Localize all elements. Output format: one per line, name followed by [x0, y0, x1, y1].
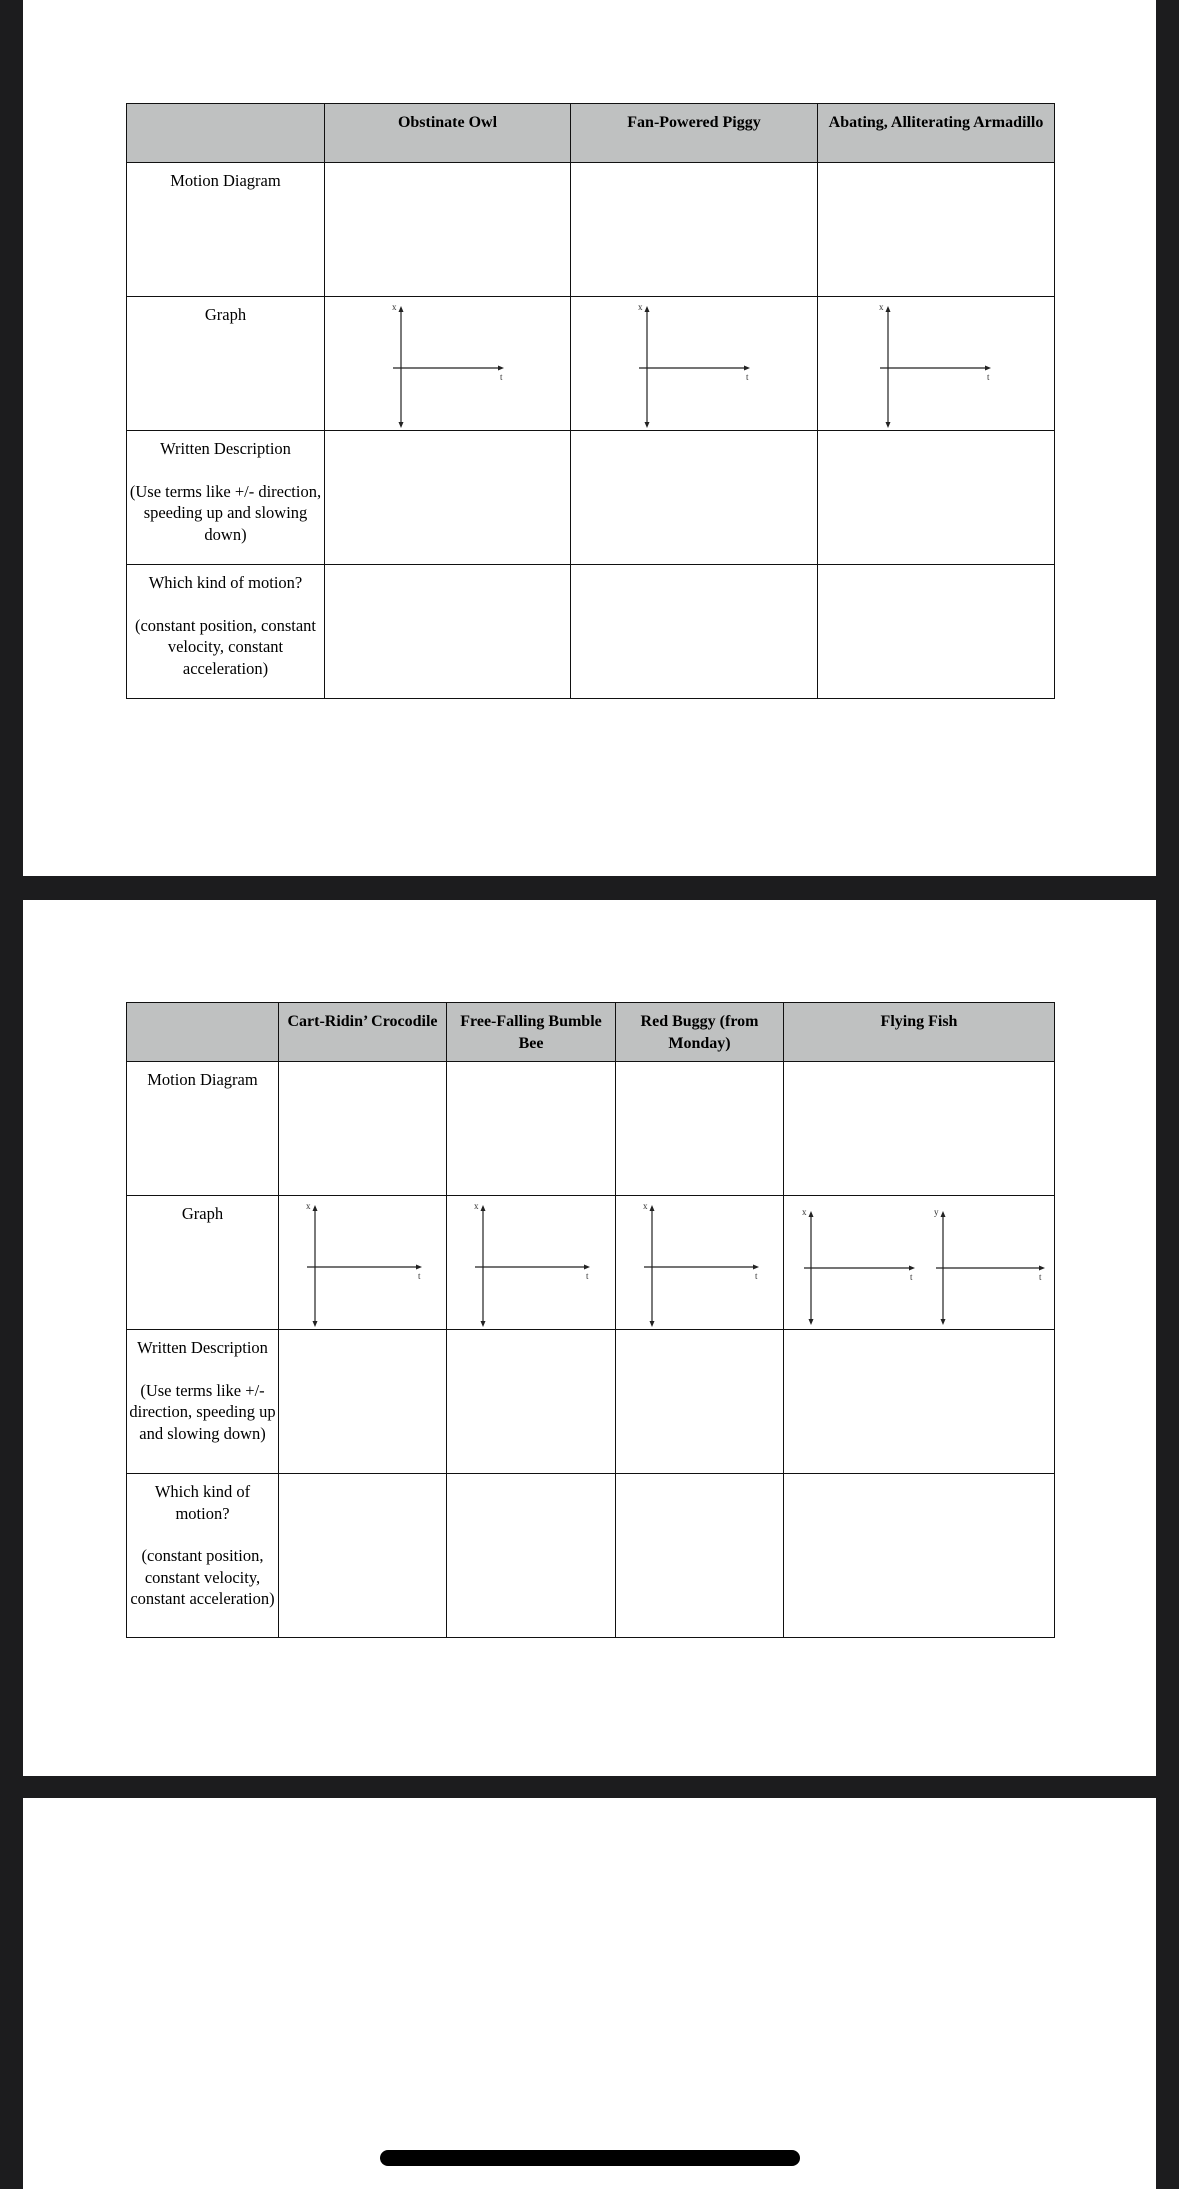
cell-written-description[interactable] — [279, 1330, 447, 1474]
cell-motion-diagram[interactable] — [447, 1062, 616, 1196]
cell-graph[interactable] — [616, 1196, 784, 1330]
cell-motion-diagram[interactable] — [571, 163, 818, 297]
header-free-falling-bumble-bee: Free-Falling Bumble Bee — [447, 1003, 616, 1062]
home-indicator[interactable] — [380, 2150, 800, 2166]
graph-horizontal-label: t — [418, 1271, 421, 1281]
graph-vertical-label: x — [879, 302, 884, 312]
cell-graph[interactable] — [279, 1196, 447, 1330]
motion-kind-label: Which kind of motion? — [154, 1482, 251, 1523]
motion-table-1 — [126, 103, 1055, 699]
cell-motion-kind[interactable] — [784, 1474, 1055, 1638]
cell-motion-diagram[interactable] — [325, 163, 571, 297]
cell-motion-diagram[interactable] — [818, 163, 1055, 297]
row-label-written-description — [127, 431, 325, 565]
row-label-motion-diagram: Motion Diagram — [127, 1062, 279, 1196]
cell-motion-kind[interactable] — [616, 1474, 784, 1638]
motion-kind-hint: (constant position, constant velocity, constant acceleration) — [134, 615, 317, 678]
cell-graph[interactable] — [325, 297, 571, 431]
graph-horizontal-label: t — [1039, 1272, 1042, 1282]
cell-graph[interactable] — [447, 1196, 616, 1330]
xt-axes-graph — [818, 297, 1054, 429]
cell-motion-kind[interactable] — [571, 565, 818, 699]
header-fan-powered-piggy: Fan-Powered Piggy — [571, 104, 818, 163]
xt-yt-axes-graphs — [784, 1196, 1052, 1328]
cell-motion-kind[interactable] — [818, 565, 1055, 699]
header-blank-cell — [127, 1003, 279, 1062]
cell-motion-diagram[interactable] — [279, 1062, 447, 1196]
row-label-motion-kind — [127, 565, 325, 699]
graph-horizontal-label: t — [500, 372, 503, 382]
cell-written-description[interactable] — [818, 431, 1055, 565]
cell-written-description[interactable] — [447, 1330, 616, 1474]
document-page-3 — [23, 1798, 1156, 2189]
graph-vertical-label: x — [392, 302, 397, 312]
cell-written-description[interactable] — [784, 1330, 1055, 1474]
graph-horizontal-label: t — [755, 1271, 758, 1281]
graph-vertical-label: x — [643, 1201, 648, 1211]
cell-written-description[interactable] — [571, 431, 818, 565]
row-label-written-description — [127, 1330, 279, 1474]
written-description-hint: (Use terms like +/- direction, speeding up and slowing down) — [129, 481, 322, 544]
row-label-graph: Graph — [127, 297, 325, 431]
header-flying-fish: Flying Fish — [784, 1003, 1055, 1062]
document-page-1 — [23, 0, 1156, 876]
motion-kind-hint: (constant position, constant velocity, constant acceleration) — [130, 1546, 275, 1608]
header-blank-cell — [127, 104, 325, 163]
cell-written-description[interactable] — [616, 1330, 784, 1474]
header-cart-ridin-crocodile: Cart-Ridin’ Crocodile — [279, 1003, 447, 1062]
cell-written-description[interactable] — [325, 431, 571, 565]
header-red-buggy: Red Buggy (from Monday) — [616, 1003, 784, 1062]
graph-vertical-label: x — [802, 1207, 807, 1217]
written-description-hint: (Use terms like +/- direction, speeding up and slowing down) — [129, 1380, 276, 1443]
graph-horizontal-label: t — [987, 372, 990, 382]
cell-motion-diagram[interactable] — [784, 1062, 1055, 1196]
motion-kind-label: Which kind of motion? — [148, 573, 303, 592]
graph-horizontal-label: t — [910, 1272, 913, 1282]
graph-vertical-label: x — [306, 1201, 311, 1211]
cell-graph[interactable] — [818, 297, 1055, 431]
motion-table-2 — [126, 1002, 1055, 1638]
graph-vertical-label: x — [638, 302, 643, 312]
cell-graph[interactable] — [571, 297, 818, 431]
row-label-motion-kind — [127, 1474, 279, 1638]
cell-graph-pair[interactable] — [784, 1196, 1055, 1330]
cell-motion-kind[interactable] — [279, 1474, 447, 1638]
graph-horizontal-label: t — [586, 1271, 589, 1281]
xt-axes-graph — [616, 1196, 784, 1328]
written-description-label: Written Description — [160, 439, 291, 458]
cell-motion-kind[interactable] — [325, 565, 571, 699]
row-label-motion-diagram: Motion Diagram — [127, 163, 325, 297]
graph-horizontal-label: t — [746, 372, 749, 382]
cell-motion-kind[interactable] — [447, 1474, 616, 1638]
header-obstinate-owl: Obstinate Owl — [325, 104, 571, 163]
graph-vertical-label: x — [474, 1201, 479, 1211]
xt-axes-graph — [447, 1196, 615, 1328]
row-label-graph: Graph — [127, 1196, 279, 1330]
cell-motion-diagram[interactable] — [616, 1062, 784, 1196]
xt-axes-graph — [279, 1196, 447, 1328]
graph-vertical-label: y — [934, 1207, 939, 1217]
written-description-label: Written Description — [137, 1338, 268, 1357]
xt-axes-graph — [325, 297, 571, 429]
document-page-2 — [23, 900, 1156, 1776]
xt-axes-graph — [571, 297, 817, 429]
header-armadillo: Abating, Alliterating Armadillo — [818, 104, 1055, 163]
